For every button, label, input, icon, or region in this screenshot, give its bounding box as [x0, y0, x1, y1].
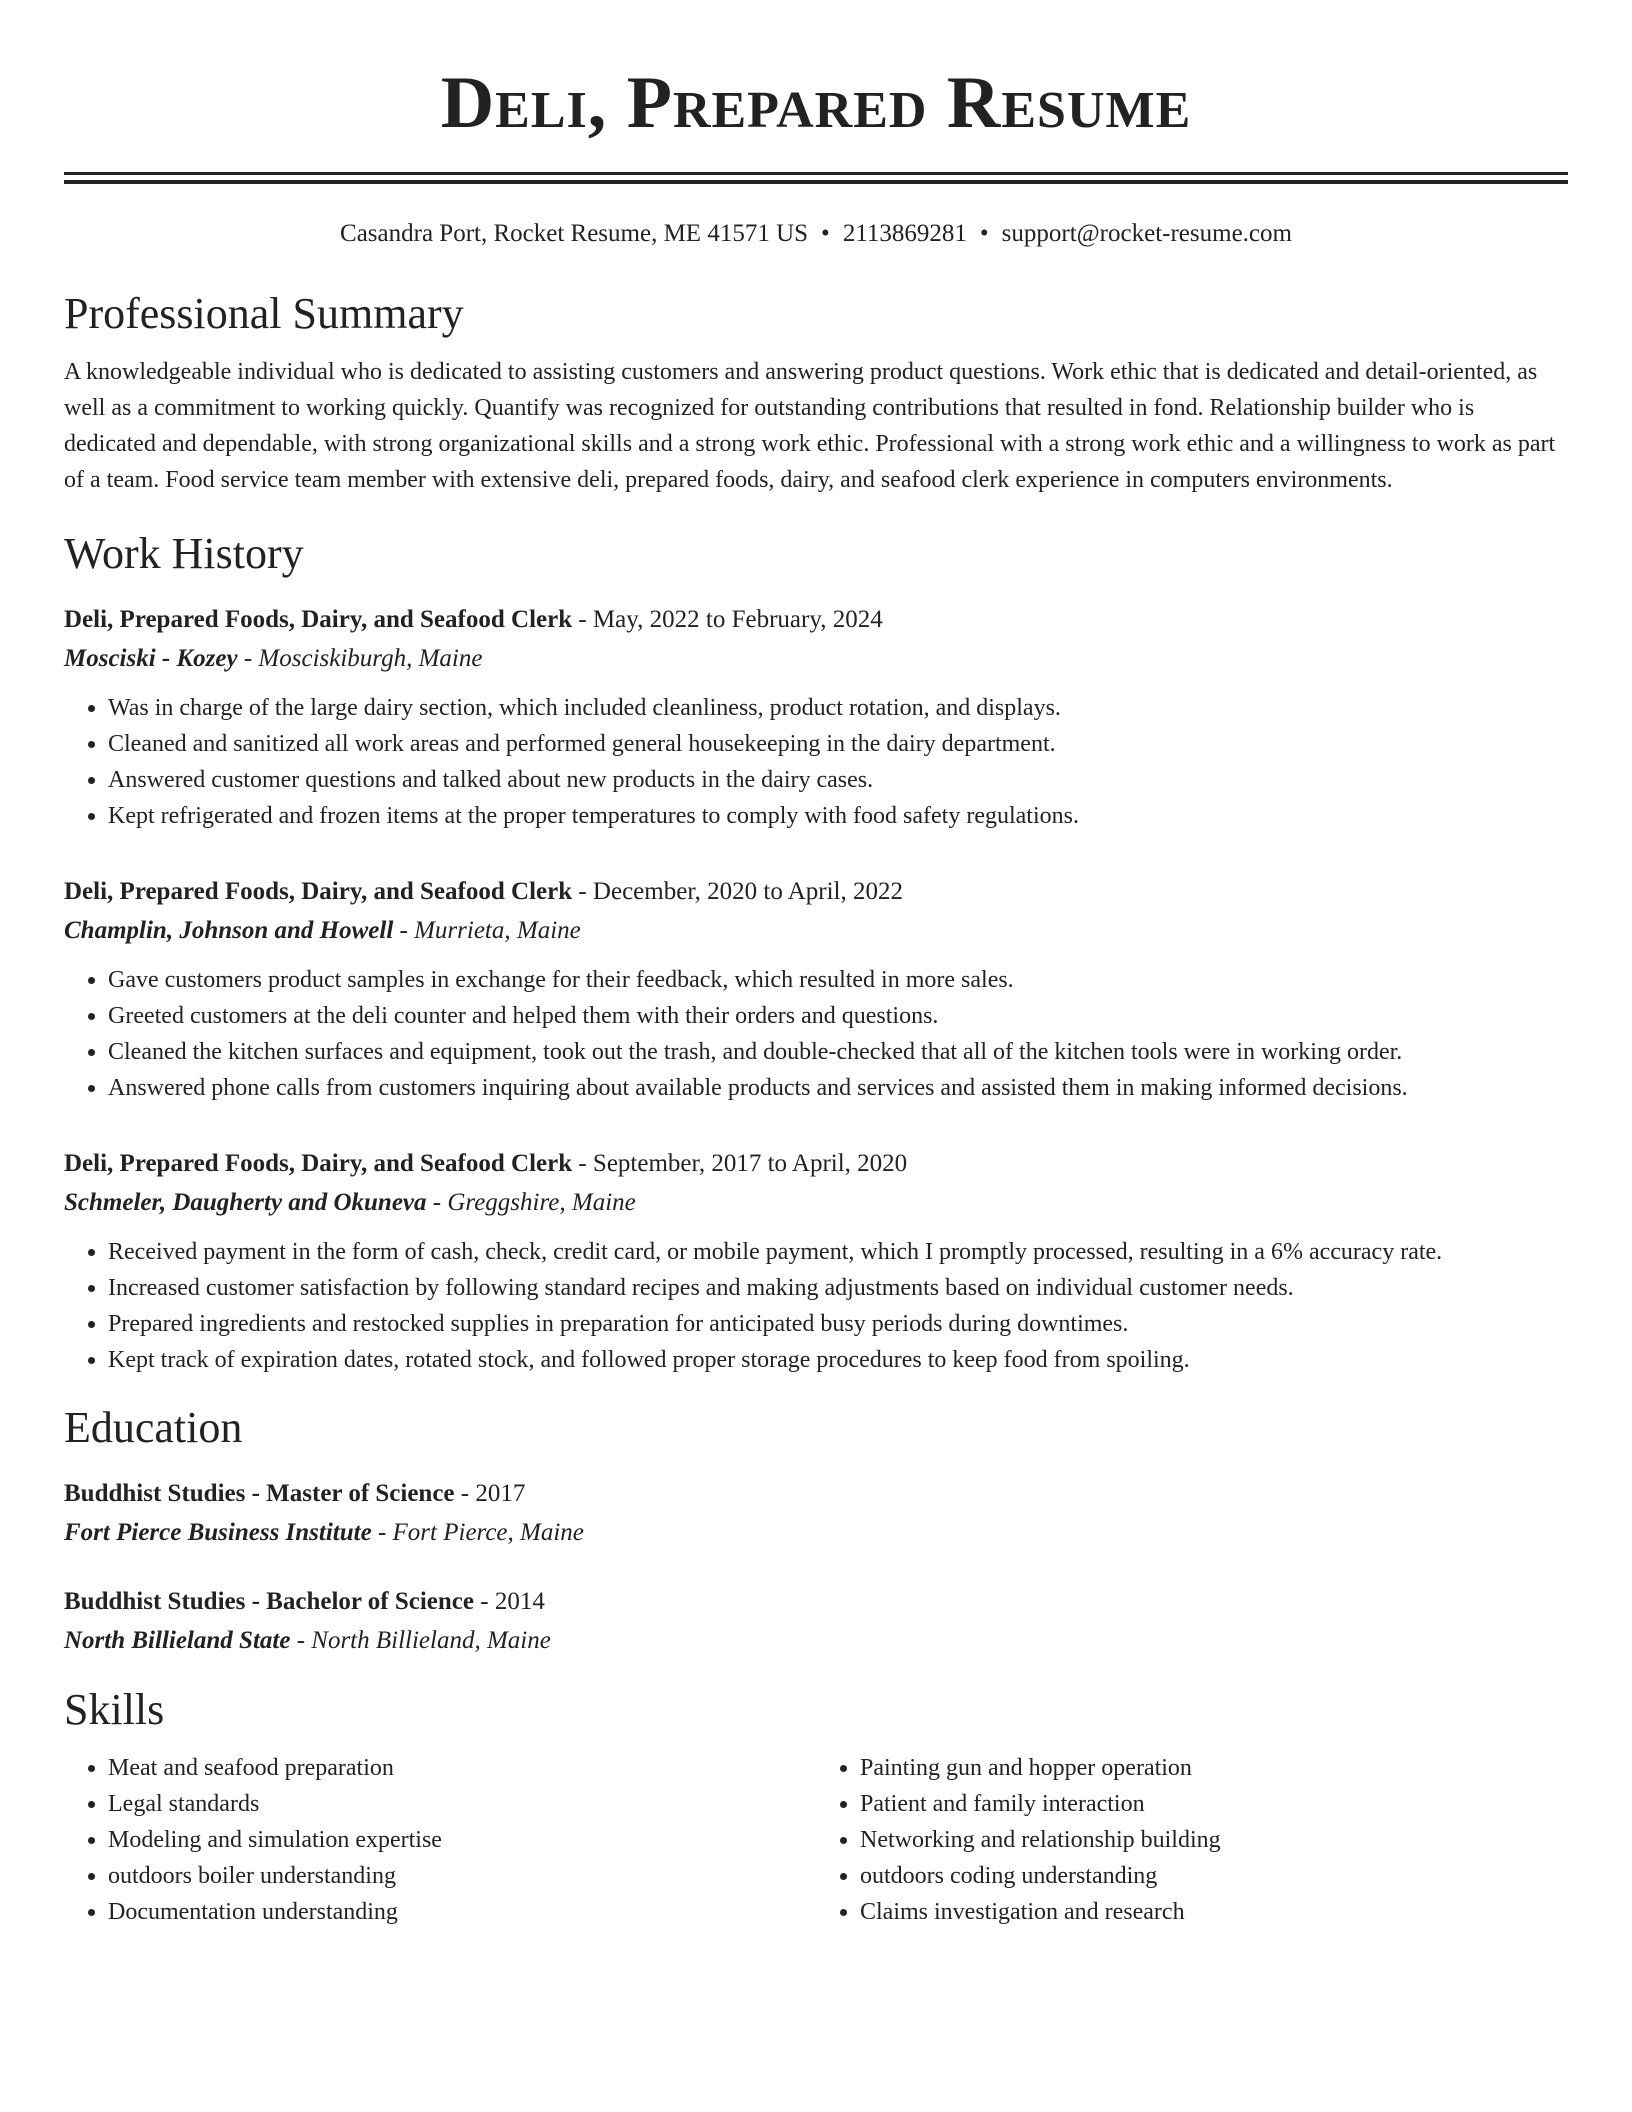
job-company-line — [64, 911, 1568, 950]
list-item: • outdoors coding understanding — [860, 1858, 1568, 1894]
job-title-line — [64, 1144, 1568, 1183]
contact-address: Casandra Port, Rocket Resume, ME 41571 US — [340, 220, 809, 247]
education-heading: Education — [64, 1403, 243, 1452]
education-entry — [64, 1474, 1568, 1552]
job-title: Deli, Prepared Foods, Dairy, and Seafood Clerk — [64, 1150, 573, 1177]
summary-heading: Professional Summary — [64, 289, 464, 338]
contact-line — [64, 218, 1568, 250]
summary-text: A knowledgeable individual who is dedicated to assisting customers and answering product questions. Work ethic that is dedicated and detail-oriented, as well as a commitment to working quickly. Quantify was recognized for outstanding contributions that resulted in fond. Relationship builder who is dedicated and dependable, with strong organizational skills and a strong work ethic. Professional with a strong work ethic and a willingness to work as part of a team. Food service team member with extensive deli, prepared foods, dairy, and seafood clerk experience in computers environments. — [64, 359, 1556, 493]
job-company: Mosciski - Kozey — [64, 645, 238, 672]
contact-email: support@rocket-resume.com — [1001, 220, 1292, 247]
job-location: - Mosciskiburgh, Maine — [237, 645, 483, 672]
education-entry — [64, 1582, 1568, 1660]
list-item: • Cleaned the kitchen surfaces and equipment, took out the trash, and double-checked that all of the kitchen tools were in working order. — [108, 1034, 1568, 1070]
list-item: • Cleaned and sanitized all work areas and performed general housekeeping in the dairy department. — [108, 726, 1568, 762]
list-item: • Kept track of expiration dates, rotated stock, and followed proper storage procedures to keep food from spoiling. — [108, 1342, 1568, 1378]
skills-columns — [64, 1750, 1568, 1930]
job-bullets — [64, 690, 1568, 834]
contact-phone: 2113869281 — [842, 220, 967, 247]
job-bullets — [64, 962, 1568, 1106]
job-title: Deli, Prepared Foods, Dairy, and Seafood Clerk — [64, 878, 573, 905]
school-line — [64, 1513, 1568, 1552]
list-item: • Painting gun and hopper operation — [860, 1750, 1568, 1786]
list-item: • Modeling and simulation expertise — [108, 1822, 816, 1858]
job-title: Deli, Prepared Foods, Dairy, and Seafood Clerk — [64, 606, 573, 633]
job-entry — [64, 872, 1568, 1106]
job-company: Schmeler, Daugherty and Okuneva — [64, 1189, 427, 1216]
job-company-line — [64, 639, 1568, 678]
list-item: • Received payment in the form of cash, check, credit card, or mobile payment, which I promptly processed, resulting in a 6% accuracy rate. — [108, 1234, 1568, 1270]
degree-year: - 2014 — [474, 1588, 545, 1615]
school-line — [64, 1621, 1568, 1660]
job-dates: - December, 2020 to April, 2022 — [572, 878, 903, 905]
degree: Buddhist Studies - Bachelor of Science — [64, 1588, 474, 1615]
job-bullets — [64, 1234, 1568, 1378]
list-item: • Legal standards — [108, 1786, 816, 1822]
job-dates: - May, 2022 to February, 2024 — [572, 606, 883, 633]
job-company: Champlin, Johnson and Howell — [64, 917, 394, 944]
job-entry — [64, 1144, 1568, 1378]
degree-year: - 2017 — [454, 1480, 526, 1507]
list-item: • outdoors boiler understanding — [108, 1858, 816, 1894]
title-rule-top — [64, 172, 1568, 175]
school-location: - North Billieland, Maine — [290, 1627, 551, 1654]
list-item: • Greeted customers at the deli counter and helped them with their orders and questions. — [108, 998, 1568, 1034]
school-location: - Fort Pierce, Maine — [371, 1519, 584, 1546]
degree-line — [64, 1474, 1568, 1513]
list-item: • Networking and relationship building — [860, 1822, 1568, 1858]
list-item: • Answered customer questions and talked about new products in the dairy cases. — [108, 762, 1568, 798]
job-location: - Murrieta, Maine — [393, 917, 581, 944]
list-item: • Patient and family interaction — [860, 1786, 1568, 1822]
title-rule-bottom — [64, 180, 1568, 184]
school: North Billieland State — [64, 1627, 291, 1654]
list-item: • Prepared ingredients and restocked supplies in preparation for anticipated busy periods during downtimes. — [108, 1306, 1568, 1342]
job-entry — [64, 600, 1568, 834]
degree-line — [64, 1582, 1568, 1621]
list-item: • Gave customers product samples in exchange for their feedback, which resulted in more sales. — [108, 962, 1568, 998]
list-item: • Answered phone calls from customers inquiring about available products and services and assisted them in making informed decisions. — [108, 1070, 1568, 1106]
skills-right-list — [816, 1750, 1568, 1930]
job-company-line — [64, 1183, 1568, 1222]
work-history-heading: Work History — [64, 529, 304, 578]
resume-title: Deli, Prepared Resume — [440, 62, 1192, 144]
contact-separator: • — [821, 220, 830, 247]
skills-heading: Skills — [64, 1685, 165, 1734]
job-location: - Greggshire, Maine — [426, 1189, 636, 1216]
job-dates: - September, 2017 to April, 2020 — [572, 1150, 908, 1177]
skills-left-list — [64, 1750, 816, 1930]
job-title-line — [64, 600, 1568, 639]
list-item: • Meat and seafood preparation — [108, 1750, 816, 1786]
degree: Buddhist Studies - Master of Science — [64, 1480, 455, 1507]
list-item: • Increased customer satisfaction by following standard recipes and making adjustments based on individual customer needs. — [108, 1270, 1568, 1306]
contact-separator: • — [979, 220, 989, 247]
list-item: • Documentation understanding — [108, 1894, 816, 1930]
list-item: • Was in charge of the large dairy section, which included cleanliness, product rotation, and displays. — [108, 690, 1568, 726]
list-item: • Kept refrigerated and frozen items at the proper temperatures to comply with food safety regulations. — [108, 798, 1568, 834]
list-item: • Claims investigation and research — [860, 1894, 1568, 1930]
job-title-line — [64, 872, 1568, 911]
school: Fort Pierce Business Institute — [64, 1519, 372, 1546]
